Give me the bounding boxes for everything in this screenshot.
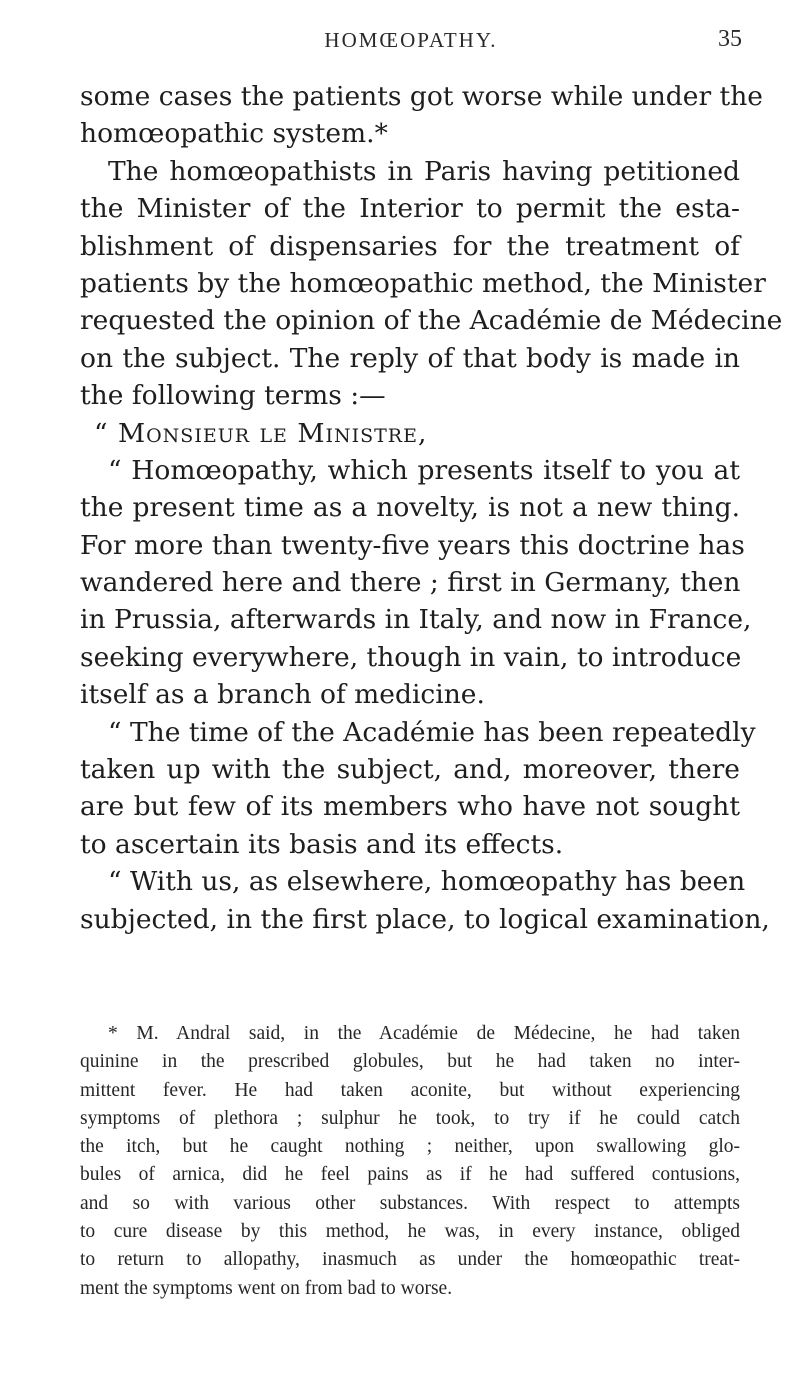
footnote: [80, 1020, 740, 1303]
page-header: [80, 28, 742, 58]
text-line: subjected, in the first place, to logical examination,: [80, 903, 770, 935]
text-line: the present time as a novelty, is not a new thing.: [80, 492, 740, 524]
footnote-line: ment the symptoms went on from bad to worse.: [80, 1277, 453, 1299]
text-line: “ The time of the Académie has been repeatedly: [108, 716, 756, 748]
footnote-line: the itch, but he caught nothing ; neither, upon swallowing glo-: [80, 1136, 740, 1158]
text-line: the Minister of the Interior to permit the esta-: [80, 193, 740, 225]
text-line: The homœopathists in Paris having petitioned: [108, 155, 740, 187]
text-line: in Prussia, afterwards in Italy, and now in France,: [80, 604, 752, 636]
footnote-line: * M. Andral said, in the Académie de Médecine, he had taken: [108, 1023, 740, 1044]
footnote-line: to cure disease by this method, he was, in every instance, obliged: [80, 1221, 740, 1243]
running-head: HOMŒOPATHY.: [324, 28, 498, 52]
footnote-line: to return to allopathy, inasmuch as under the homœopathic treat-: [80, 1249, 740, 1271]
text-line: For more than twenty-five years this doctrine has: [80, 529, 745, 561]
page-number: 35: [718, 26, 742, 52]
text-line: “ Homœopathy, which presents itself to you at: [108, 454, 740, 486]
footnote-line: and so with various other substances. With respect to attempts: [80, 1192, 740, 1214]
footnote-line: mittent fever. He had taken aconite, but without experiencing: [80, 1079, 740, 1101]
text-line: to ascertain its basis and its effects.: [80, 828, 564, 860]
text-line: wandered here and there ; first in Germany, then: [80, 567, 741, 599]
text-line: taken up with the subject, and, moreover, there: [80, 754, 740, 786]
text-line: homœopathic system.*: [80, 118, 388, 150]
footnote-line: symptoms of plethora ; sulphur he took, to try if he could catch: [80, 1107, 740, 1129]
footnote-line: quinine in the prescribed globules, but he had taken no inter-: [80, 1051, 740, 1073]
text-line: “ With us, as elsewhere, homœopathy has been: [108, 866, 746, 898]
text-line: the following terms :—: [80, 380, 386, 412]
text-line: some cases the patients got worse while under the: [80, 81, 763, 112]
text-line: “ Monsieur le Ministre,: [94, 417, 428, 449]
text-line: are but few of its members who have not sought: [80, 791, 740, 823]
main-text: [80, 78, 783, 938]
text-line: itself as a branch of medicine.: [80, 679, 485, 711]
text-line: blishment of dispensaries for the treatment of: [80, 230, 740, 262]
text-line: requested the opinion of the Académie de Médecine: [80, 305, 783, 337]
footnote-line: bules of arnica, did he feel pains as if he had suffered contusions,: [80, 1164, 740, 1186]
text-line: patients by the homœopathic method, the Minister: [80, 267, 766, 299]
text-line: on the subject. The reply of that body is made in: [80, 342, 740, 374]
text-line: seeking everywhere, though in vain, to introduce: [80, 641, 742, 673]
